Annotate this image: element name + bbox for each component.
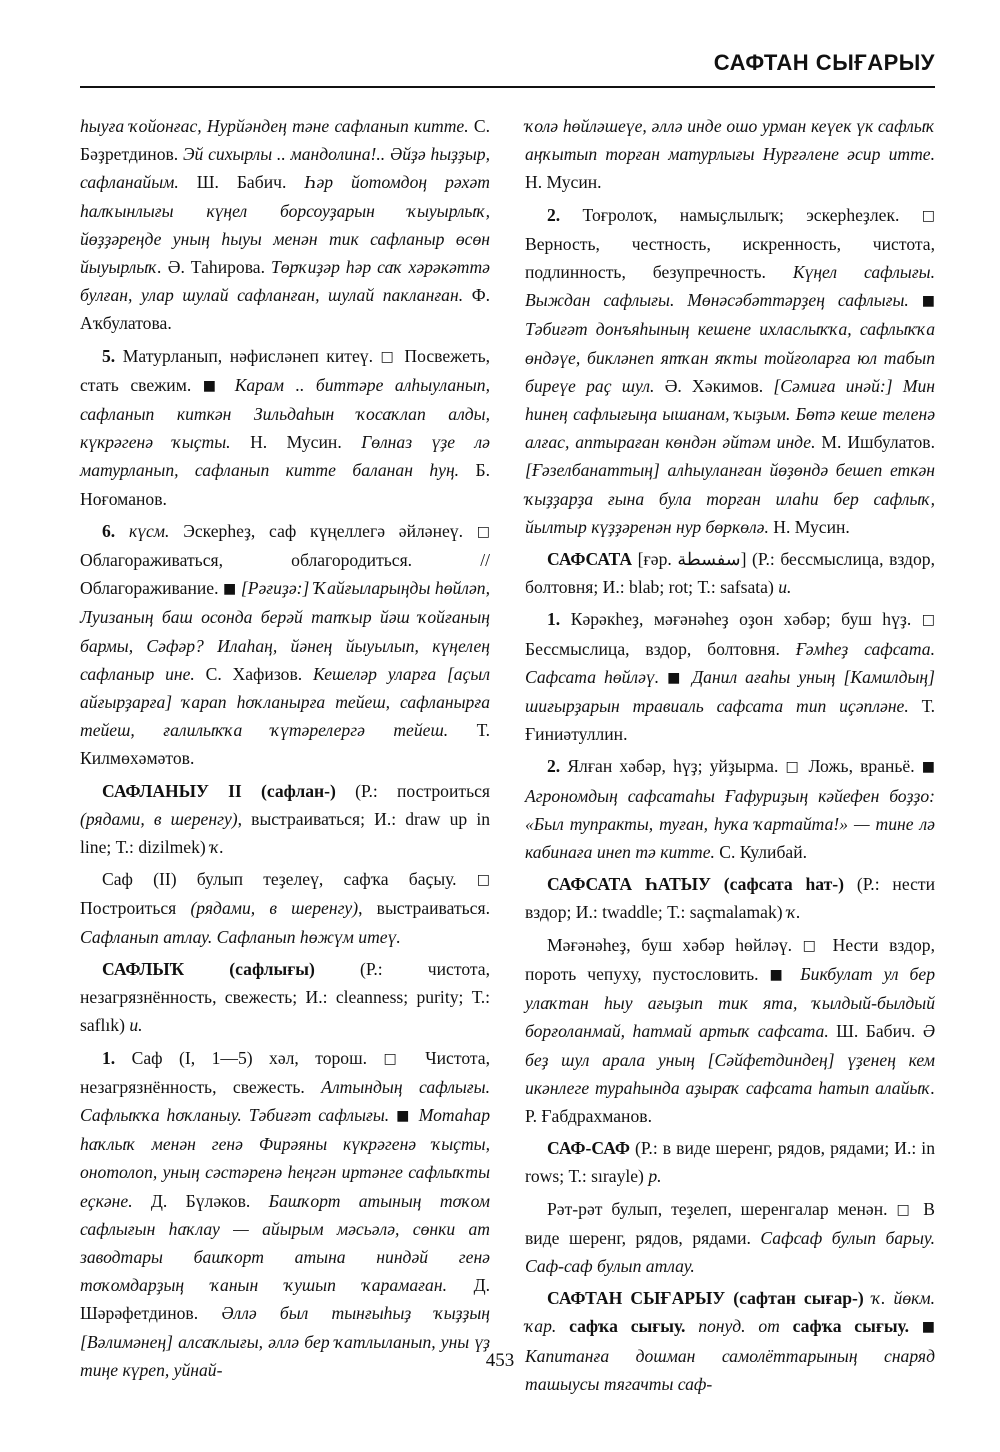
dictionary-paragraph: 6. күсм. Эскерһеҙ, саф күңеллегә әйләнеү. □ Облагораживаться, облагородиться. // Облагораживание. ■ [Рәғиҙә:] Ҡайғыларыңды һөйләп, Луизаның баш осонда берәй тапҡыр йәш ҡойғаның бармы, Сәфәр? Илаһаң, йәнең йыуылып, күңелең сафланыр ине. С. Хафизов. Кешеләр уларға [аҫыл айғырҙарға] ҡарап һоҡланырға тейеш, сафланырға тейеш, ғалилыҡҡа ҡүтәрелергә тейеш. Т. Килмөхәмәтов. (80, 520, 490, 769)
dictionary-paragraph: ҡолә һөйләшеүе, әллә инде ошо урман кеүек үк сафлыҡ аңҡытып торған матурлығы Нурғәлене әсир итте. Н. Мусин. (525, 116, 935, 193)
dictionary-paragraph: САФСАТА ҺАТЫУ (сафсата һат-) (Р.: нести вздор; И.: twaddle; Т.: saçmalamak) ҡ. (525, 874, 936, 923)
dictionary-paragraph: 2. Тоғролоҡ, намыҫлылыҡ; эскерһеҙлек. □ Верность, честность, искренность, чистота, подлинность, безупречность. Күңел сафлығы. Выждан сафлығы. Мөнәсәбәттәрҙең сафлығы. ■ Тәбиғәт донъяһының кешене ихласлыҡҡа, сафлыҡҡа өндәүе, бикләнеп ятҡан яҡты тойғоларға юл табып биреүе раҫ шул. Ә. Хәкимов. [Сәмиға инәй:] Мин һинең сафлығыңа ышанам, ҡыҙым. Бөтә кеше теленә алғас, аптыраған көндән әйтәм инде. М. Ишбулатов. [Ғәзелбанаттың] алһыуланған йөҙөндә бешеп еткән ҡыҙҙарҙа ғына була торған илаһи бер сафлыҡ, йылтыр күҙҙәренән нур бөркөлә. Н. Мусин. (525, 204, 936, 537)
dictionary-paragraph: САФЛЫҠ (сафлығы) (Р.: чистота, незагрязнённость, свежесть; И.: cleanness; purity; Т.: saflık) и. (80, 958, 490, 1036)
right-column (525, 112, 935, 1402)
dictionary-paragraph: Мәғәнәһеҙ, буш хәбәр һөйләү. □ Нести вздор, пороть чепуху, пустословить. ■ Бикбулат ул бер улаҡтан һыу ағыҙып тик ята, ҡылдый-былдый борғоланмай, һатмай артыҡ сафсата. Ш. Бабич. Ә беҙ шул арала уның [Сәйфетдиндең] үҙенең кем икәнлеге тураһында аҙыраҡ сафсата һатып алайыҡ. Р. Ғабдрахманов. (525, 934, 936, 1126)
running-head: САФТАН СЫҒАРЫУ (713, 50, 935, 75)
dictionary-paragraph: САФТАН СЫҒАРЫУ (сафтан сығар-) ҡ. йөкм. ҡар. сафҡа сығыу. понуд. от сафҡа сығыу. ■ Капитанға дошман самолёттарының снаряд ташыусы тягачты саф- (525, 1288, 936, 1394)
dictionary-paragraph: һыуға ҡойонғас, Нурйәндең тәне сафланып китте. С. Бәҙретдинов. Эй сихырлы .. мандолина!.. Әйҙә һыҙҙыр, сафланайым. Ш. Бабич. Һәр йотомдоң рәхәт һалҡынлығы күңел борсоуҙарын ҡыуырлыҡ, йөҙҙәреңде уның һыуы менән тик сафланыр өсөн йыуырлыҡ. Ә. Таһирова. Төрҡиҙәр һәр саҡ хәрәкәттә булған, улар шулай сафланған, шулай пакланған. Ф. Аҡбулатова. (80, 116, 490, 334)
dictionary-paragraph: САФ-САФ (Р.: в виде шеренг, рядов, рядами; И.: in rows; Т.: sırayle) р. (525, 1138, 935, 1187)
dictionary-paragraph: Саф (II) булып теҙелеү, сафҡа баҫыу. □ Построиться (рядами, в шеренгу), выстраиваться. Сафланып атлау. Сафланып һөжүм итеү. (80, 869, 490, 947)
dictionary-paragraph: 5. Матурланып, нәфисләнеп китеү. □ Посвежеть, стать свежим. ■ Карам .. биттәре алһыуланып, сафланып киткән Зильдаһын ҡосаҡлап алды, күкрәгенә ҡыҫты. Н. Мусин. Гөлназ үҙе лә матурланып, сафланып китте баланан һуң. Б. Ноғоманов. (80, 345, 490, 509)
dictionary-paragraph: 1. Кәрәкһеҙ, мәғәнәһеҙ оҙон хәбәр; буш һүҙ. □ Бессмыслица, вздор, болтовня. Ғәмһеҙ сафсата. Сафсата һөйләү. ■ Данил ағаһы уның [Камилдың] шиғырҙарын травиаль сафсата тип иҫәпләне. Т. Ғиниәтуллин. (525, 609, 936, 745)
dictionary-paragraph: САФСАТА [ғәр. سفسطة] (Р.: бессмыслица, вздор, болтовня; И.: blab; rot; Т.: safsata) и. (525, 549, 935, 598)
page-number: 453 (485, 1350, 515, 1371)
dictionary-paragraph: 1. Саф (I, 1—5) хәл, торош. □ Чистота, незагрязнённость, свежесть. Алтындың сафлығы. Сафлыҡҡа һоҡланыу. Тәбиғәт сафлығы. ■ Мотаһар һаҡлыҡ менән генә Фирәяны күкрәгенә ҡыҫты, онотолоп, уның сәстәренә һеңгән иртәнге сафлыҡты еҫкәне. Д. Бүләков. Башҡорт атының тоҡом сафлығын һаҡлау — айырым мәсьәлә, сөнки ат заводтары башҡорт атына ниндәй генә тоҡомдарҙың ҡанын ҡушып ҡарамаған. Д. Шәрәфетдинов. Әллә был тынғыһыҙ ҡыҙҙың [Вәлимәнең] алсаҡлығы, әллә бер ҡатлыланып, уны үҙ тиңе күреп, уйнай- (80, 1047, 491, 1380)
left-column (80, 112, 490, 1388)
dictionary-paragraph: САФЛАНЫУ II (сафлан-) (Р.: построиться (рядами, в шеренгу), выстраиваться; И.: draw up in line; Т.: dizilmek) ҡ. (80, 780, 490, 858)
dictionary-paragraph: Рәт-рәт булып, теҙелеп, шеренгалар менән. □ В виде шеренг, рядов, рядами. Сафсаф булып барыу. Саф-саф булып атлау. (525, 1198, 936, 1276)
header-rule (80, 86, 935, 88)
dictionary-paragraph: 2. Ялған хәбәр, һүҙ; уйҙырма. □ Ложь, враньё. ■ Агрономдың сафсатаһы Ғафуриҙың кәйефен боҙҙо: «Был тупракты, туған, һуҡа ҡартайта!» — тине лә кабинаға инеп тә китте. С. Кулибай. (525, 756, 935, 863)
